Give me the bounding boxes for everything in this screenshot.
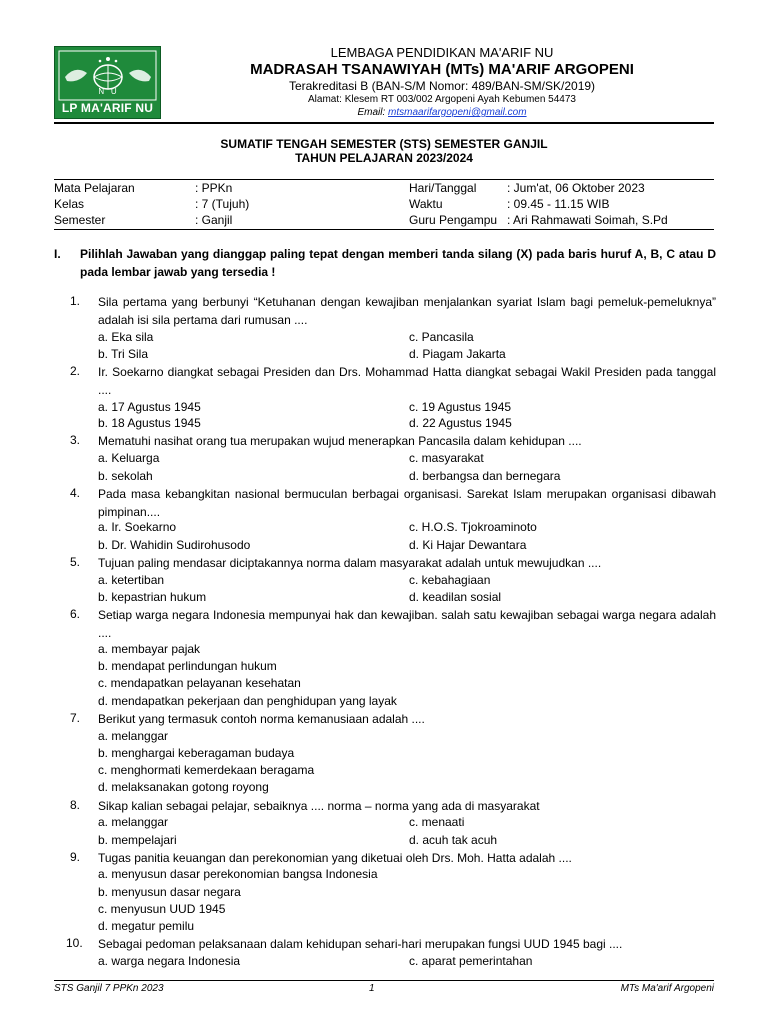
question	[66, 936, 716, 954]
info-label: Semester	[54, 213, 106, 227]
answer-option[interactable]: a. 17 Agustus 1945	[98, 400, 201, 414]
page-number: 1	[369, 983, 375, 994]
question	[70, 798, 716, 816]
answer-option[interactable]: c. 19 Agustus 1945	[409, 400, 512, 414]
answer-option[interactable]: c. aparat pemerintahan	[409, 954, 533, 968]
question-number: 4.	[70, 486, 81, 500]
info-label: Guru Pengampu	[409, 213, 498, 227]
answer-option[interactable]: a. melanggar	[98, 729, 169, 743]
question-number: 5.	[70, 555, 81, 569]
footer-doc-id: STS Ganjil 7 PPKn 2023	[54, 983, 164, 994]
instruction-text: Pilihlah Jawaban yang dianggap paling tepat dengan memberi tanda silang (X) pada baris huruf A, B, C atau D pada lembar jawab yang tersedia !	[80, 247, 716, 279]
section-number: I.	[54, 247, 61, 261]
answer-option[interactable]: d. Ki Hajar Dewantara	[409, 538, 527, 552]
info-left-labels	[54, 180, 194, 228]
school-name: MADRASAH TSANAWIYAH (MTs) MA'ARIF ARGOPENI	[250, 61, 634, 78]
answer-option[interactable]: b. Tri Sila	[98, 347, 149, 361]
question-text: Sila pertama yang berbunyi “Ketuhanan dengan kewajiban menjalankan syariat Islam bagi pemeluk-pemeluknya” adalah isi sila pertama dari rumusan ....	[98, 295, 716, 327]
answer-option[interactable]: b. Dr. Wahidin Sudirohusodo	[98, 538, 251, 552]
question-text: Pada masa kebangkitan nasional bermuculan berbagai organisasi. Sarekat Islam merupakan organisasi dibawah pimpinan....	[98, 487, 716, 519]
email-link[interactable]: mtsmaarifargopeni@gmail.com	[388, 107, 527, 118]
answer-option[interactable]: d. Piagam Jakarta	[409, 347, 506, 361]
question	[70, 486, 716, 521]
question	[70, 850, 716, 868]
institution-name: LEMBAGA PENDIDIKAN MA'ARIF NU	[330, 45, 554, 60]
info-bottom-rule	[54, 229, 714, 230]
info-right-values	[507, 180, 717, 228]
info-value: : PPKn	[195, 181, 233, 195]
question	[70, 607, 716, 642]
question-number: 1.	[70, 294, 81, 308]
question	[70, 555, 716, 573]
question-number: 8.	[70, 798, 81, 812]
logo-label: LP MA'ARIF NU	[61, 101, 154, 115]
info-value: : 7 (Tujuh)	[195, 197, 250, 211]
question-text: Mematuhi nasihat orang tua merupakan wujud menerapkan Pancasila dalam kehidupan ....	[98, 434, 582, 448]
answer-option[interactable]: c. Pancasila	[409, 330, 474, 344]
question	[70, 294, 716, 329]
answer-option[interactable]: b. kepastrian hukum	[98, 590, 207, 604]
answer-option[interactable]: c. H.O.S. Tjokroaminoto	[409, 520, 537, 534]
answer-option[interactable]: d. keadilan sosial	[409, 590, 502, 604]
question-number: 7.	[70, 711, 81, 725]
answer-option[interactable]: d. acuh tak acuh	[409, 833, 498, 847]
question-text: Sebagai pedoman pelaksanaan dalam kehidupan sehari-hari merupakan fungsi UUD 1945 bagi ....	[98, 937, 623, 951]
question-text: Berikut yang termasuk contoh norma kemanusiaan adalah ....	[98, 712, 425, 726]
info-value: : Ari Rahmawati Soimah, S.Pd	[507, 213, 668, 227]
answer-option[interactable]: b. mempelajari	[98, 833, 177, 847]
answer-option[interactable]: c. menghormati kemerdekaan beragama	[98, 763, 315, 777]
info-value: : 09.45 - 11.15 WIB	[507, 197, 610, 211]
letterhead-divider	[54, 122, 714, 124]
question-number: 6.	[70, 607, 81, 621]
question-number: 10.	[66, 936, 83, 950]
email-line	[168, 107, 716, 118]
logo-letters: N U	[98, 87, 117, 96]
exam-title: SUMATIF TENGAH SEMESTER (STS) SEMESTER GANJIL	[220, 137, 548, 151]
answer-option[interactable]: d. melaksanakan gotong royong	[98, 780, 269, 794]
footer-school: MTs Ma'arif Argopeni	[620, 983, 714, 994]
answer-option[interactable]: a. Eka sila	[98, 330, 154, 344]
answer-option[interactable]: d. berbangsa dan bernegara	[409, 469, 561, 483]
answer-option[interactable]: d. megatur pemilu	[98, 919, 195, 933]
question-text: Tujuan paling mendasar diciptakannya norma dalam masyarakat adalah untuk mewujudkan ....	[98, 556, 602, 570]
answer-option[interactable]: a. melanggar	[98, 815, 169, 829]
info-value: : Jum'at, 06 Oktober 2023	[507, 181, 645, 195]
answer-option[interactable]: b. menyusun dasar negara	[98, 885, 241, 899]
answer-option[interactable]: a. Keluarga	[98, 451, 160, 465]
answer-option[interactable]: c. menaati	[409, 815, 465, 829]
answer-option[interactable]: a. warga negara Indonesia	[98, 954, 241, 968]
question-text: Ir. Soekarno diangkat sebagai Presiden dan Drs. Mohammad Hatta diangkat sebagai Wakil Presiden pada tanggal ....	[98, 365, 716, 397]
answer-option[interactable]: a. ketertiban	[98, 573, 165, 587]
answer-option[interactable]: c. kebahagiaan	[409, 573, 491, 587]
question-text: Setiap warga negara Indonesia mempunyai hak dan kewajiban. salah satu kewajiban sebagai warga negara adalah ....	[98, 608, 716, 640]
question-number: 3.	[70, 433, 81, 447]
answer-option[interactable]: d. 22 Agustus 1945	[409, 416, 512, 430]
answer-option[interactable]: b. sekolah	[98, 469, 153, 483]
academic-year: TAHUN PELAJARAN 2023/2024	[295, 151, 473, 165]
section-instruction	[54, 245, 716, 281]
answer-option[interactable]: b. 18 Agustus 1945	[98, 416, 201, 430]
answer-option[interactable]: a. menyusun dasar perekonomian bangsa Indonesia	[98, 867, 378, 881]
answer-option[interactable]: c. menyusun UUD 1945	[98, 902, 226, 916]
footer-divider	[54, 980, 714, 981]
info-value: : Ganjil	[195, 213, 233, 227]
info-label: Kelas	[54, 197, 85, 211]
email-label: Email:	[357, 107, 389, 118]
question	[70, 433, 716, 451]
answer-option[interactable]: a. Ir. Soekarno	[98, 520, 177, 534]
question-number: 2.	[70, 364, 81, 378]
answer-option[interactable]: c. masyarakat	[409, 451, 484, 465]
info-label: Hari/Tanggal	[409, 181, 477, 195]
school-logo	[54, 46, 161, 119]
accreditation: Terakreditasi B (BAN-S/M Nomor: 489/BAN-SM/SK/2019)	[288, 79, 596, 93]
address: Alamat: Klesem RT 003/002 Argopeni Ayah Kebumen 54473	[308, 94, 576, 105]
info-label: Waktu	[409, 197, 443, 211]
info-label: Mata Pelajaran	[54, 181, 135, 195]
answer-option[interactable]: b. mendapat perlindungan hukum	[98, 659, 277, 673]
question-text: Tugas panitia keuangan dan perekonomian yang diketuai oleh Drs. Moh. Hatta adalah ....	[98, 851, 572, 865]
question	[70, 364, 716, 399]
question-number: 9.	[70, 850, 81, 864]
info-left-values	[195, 180, 395, 228]
answer-option[interactable]: a. membayar pajak	[98, 642, 201, 656]
answer-option[interactable]: c. mendapatkan pelayanan kesehatan	[98, 676, 301, 690]
answer-option[interactable]: d. mendapatkan pekerjaan dan penghidupan yang layak	[98, 694, 397, 708]
info-right-labels	[409, 180, 507, 228]
question-text: Sikap kalian sebagai pelajar, sebaiknya .... norma – norma yang ada di masyarakat	[98, 799, 540, 813]
answer-option[interactable]: b. menghargai keberagaman budaya	[98, 746, 295, 760]
question	[70, 711, 716, 729]
